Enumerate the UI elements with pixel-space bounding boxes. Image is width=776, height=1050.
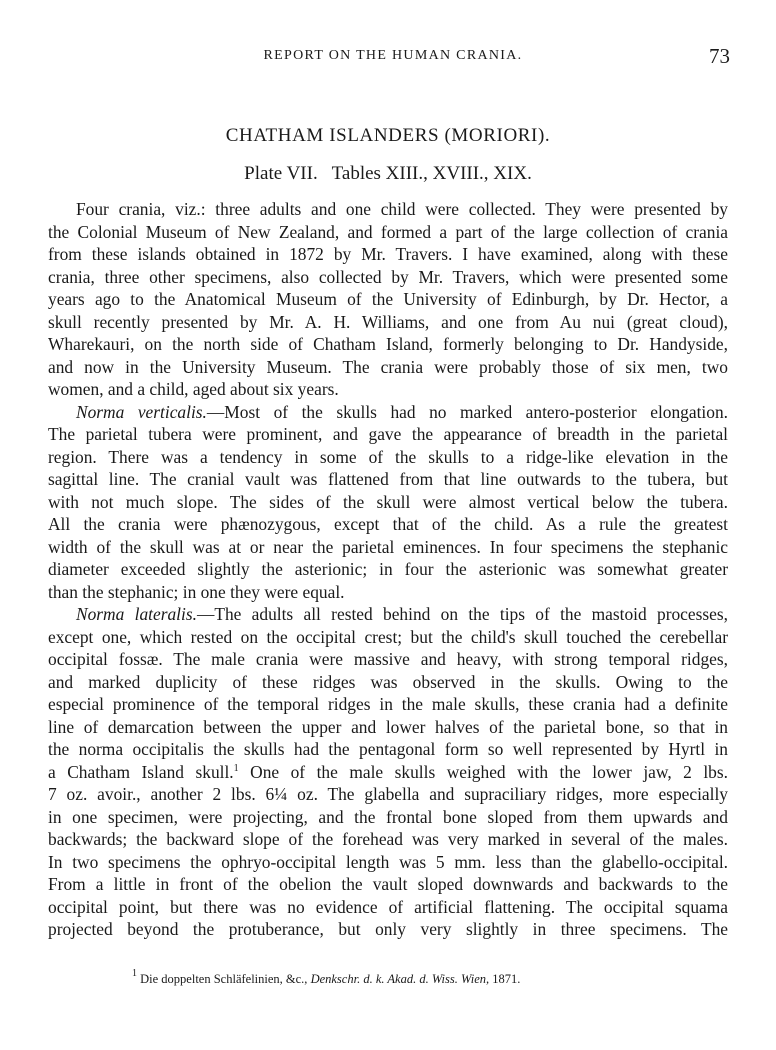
text-line: diameter exceeded slightly the asterionic; in four the asterionic was somewhat greater [48,559,728,579]
text-line: Wharekauri, on the north side of Chatham Island, formerly belonging to Dr. Handyside, [48,334,728,354]
text-line: years ago to the Anatomical Museum of the University of Edinburgh, by Dr. Hector, a [48,289,728,309]
text-fragment: —Most of the skulls had no marked antero-posterior elongation. [206,401,728,422]
running-head [48,44,738,70]
text-line: occipital point, but there was no evidence of artificial flattening. The occipital squama [48,896,728,917]
body-text [48,198,728,941]
text-line: From a little in front of the obelion the vault sloped downwards and backwards to the [48,874,728,894]
text-line: than the stephanic; in one they were equal. [48,581,345,602]
text-line: women, and a child, aged about six years. [48,379,339,399]
text-line: especial prominence of the temporal ridges in the male skulls, these crania had a definite [48,694,728,714]
text-line: from these islands obtained in 1872 by Mr. Travers. I have examined, along with these [48,244,728,264]
text-line: line of demarcation between the upper and lower halves of the parietal bone, so that in [48,716,728,737]
text-line: the norma occipitalis the skulls had the pentagonal form so well represented by Hyrtl in [48,739,728,759]
text-line: backwards; the backward slope of the forehead was very marked in several of the males. [48,829,728,849]
text-line: sagittal line. The cranial vault was flattened from that line outwards to the tubera, but [48,469,728,489]
text-line: Four crania, viz.: three adults and one child were collected. They were presented by [76,199,728,219]
text-line: and marked duplicity of these ridges was observed in the skulls. Owing to the [48,671,728,692]
text-line: except one, which rested on the occipital crest; but the child's skull touched the cerebellar [48,626,728,647]
section-title: CHATHAM ISLANDERS (MORIORI). [225,125,551,146]
text-fragment: a Chatham Island skull. [48,761,234,782]
text-line: and now in the University Museum. The crania were probably those of six men, two [48,356,728,377]
text-line [48,603,728,626]
footnote-marker: 1 [132,968,137,979]
footnote [132,968,732,987]
text-fragment: One of the male skulls weighed with the lower jaw, 2 lbs. [238,761,728,782]
text-line: with not much slope. The sides of the skull were almost vertical below the tubera. [48,491,728,512]
plate-reference: Plate VII. Tables XIII., XVIII., XIX. [244,163,532,184]
footnote-reference: 1 [233,762,239,774]
text-fragment: —The adults all rested behind on the tips of the mastoid processes, [196,604,728,624]
running-title: REPORT ON THE HUMAN CRANIA. [263,48,523,63]
paragraph-heading: Norma lateralis. [76,604,197,624]
text-line: skull recently presented by Mr. A. H. Williams, and one from Au nui (great cloud), [48,311,728,332]
paragraph-heading: Norma verticalis. [76,401,207,422]
text-line: In two specimens the ophryo-occipital length was 5 mm. less than the glabello-occipital. [48,851,728,872]
text-line: The parietal tubera were prominent, and gave the appearance of breadth in the parietal [48,424,728,444]
footnote-text: Die doppelten Schläfelinien, &c., [140,972,308,986]
text-line: occipital fossæ. The male crania were massive and heavy, with strong temporal ridges, [48,649,728,669]
text-line: region. There was a tendency in some of the skulls to a ridge-like elevation in the [48,446,728,467]
text-line: crania, three other specimens, also collected by Mr. Travers, which were presented some [48,266,728,287]
page-number: 73 [709,44,730,68]
text-line: in one specimen, were projecting, and the frontal bone sloped from them upwards and [48,806,728,827]
text-line: projected beyond the protuberance, but only very slightly in three specimens. The [48,919,728,939]
text-line: width of the skull was at or near the parietal eminences. In four specimens the stephanic [48,536,728,557]
footnote-citation: Denkschr. d. k. Akad. d. Wiss. Wien, [310,972,490,986]
text-line: 7 oz. avoir., another 2 lbs. 6¼ oz. The glabella and supraciliary ridges, more especially [48,784,728,804]
text-line: All the crania were phænozygous, except that of the child. As a rule the greatest [48,514,728,534]
footnote-year: 1871. [492,972,521,986]
text-line [48,401,728,424]
text-line: the Colonial Museum of New Zealand, and formed a part of the large collection of crania [48,221,728,242]
text-line [48,761,728,784]
